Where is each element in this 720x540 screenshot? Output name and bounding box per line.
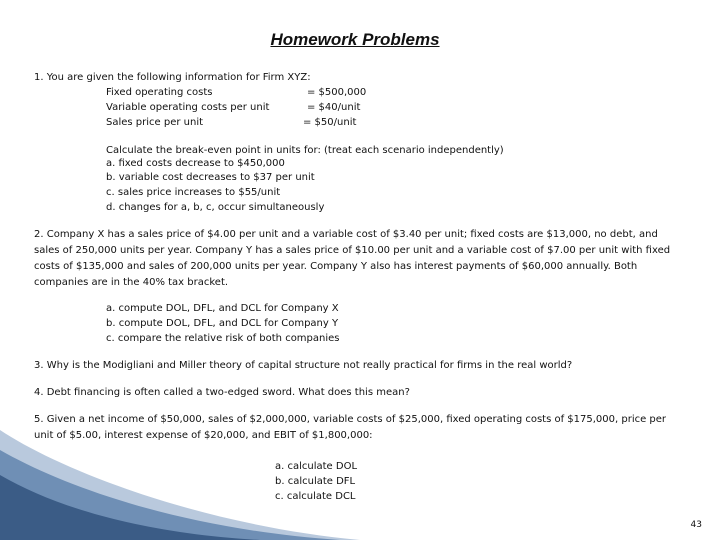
problem-5-text: 5. Given a net income of $50,000, sales of $2,000,000, variable costs of $25,000, fixed operating costs of $175,000, price per unit of $5.00, interest expense of $20,000, and EBIT of $1,800,000: — [34, 414, 667, 441]
list-item: a. calculate DOL — [275, 461, 358, 472]
list-item: c. compare the relative risk of both companies — [106, 333, 340, 344]
p1-row-value: = $50/unit — [303, 117, 357, 128]
page-title: Homework Problems — [270, 30, 440, 49]
list-item: c. calculate DCL — [275, 491, 356, 502]
p1-row-value: = $40/unit — [307, 102, 361, 113]
problem-3-text: 3. Why is the Modigliani and Miller theory of capital structure not really practical for firms in the real world? — [34, 360, 573, 371]
problem-2-text: 2. Company X has a sales price of $4.00 per unit and a variable cost of $3.40 per unit; fixed costs are $13,000, no debt, and sales of 250,000 units per year. Company Y has a sales price of $10.00 per unit and a variable cost of $7.00 per unit with fixed costs of $135,000 and sales of 200,000 units per year. Company Y also has interest payments of $60,000 annually. Both companies are in the 40% tax bracket. — [34, 229, 671, 288]
list-item: c. sales price increases to $55/unit — [106, 187, 281, 198]
p1-row-label: Sales price per unit — [106, 117, 204, 128]
p1-row-label: Variable operating costs per unit — [106, 102, 270, 113]
list-item: d. changes for a, b, c, occur simultaneously — [106, 202, 325, 213]
list-item: b. calculate DFL — [275, 476, 356, 487]
p1-row-value: = $500,000 — [307, 87, 367, 98]
problem-1-calc: Calculate the break-even point in units for: (treat each scenario independently) — [106, 145, 504, 156]
problem-1-intro: 1. You are given the following information for Firm XYZ: — [34, 72, 311, 83]
p1-row-label: Fixed operating costs — [106, 87, 213, 98]
list-item: a. compute DOL, DFL, and DCL for Company X — [106, 303, 339, 314]
page-number: 43 — [690, 520, 702, 530]
problem-4-text: 4. Debt financing is often called a two-edged sword. What does this mean? — [34, 387, 410, 398]
list-item: b. variable cost decreases to $37 per unit — [106, 172, 315, 183]
list-item: b. compute DOL, DFL, and DCL for Company Y — [106, 318, 339, 329]
list-item: a. fixed costs decrease to $450,000 — [106, 158, 285, 169]
